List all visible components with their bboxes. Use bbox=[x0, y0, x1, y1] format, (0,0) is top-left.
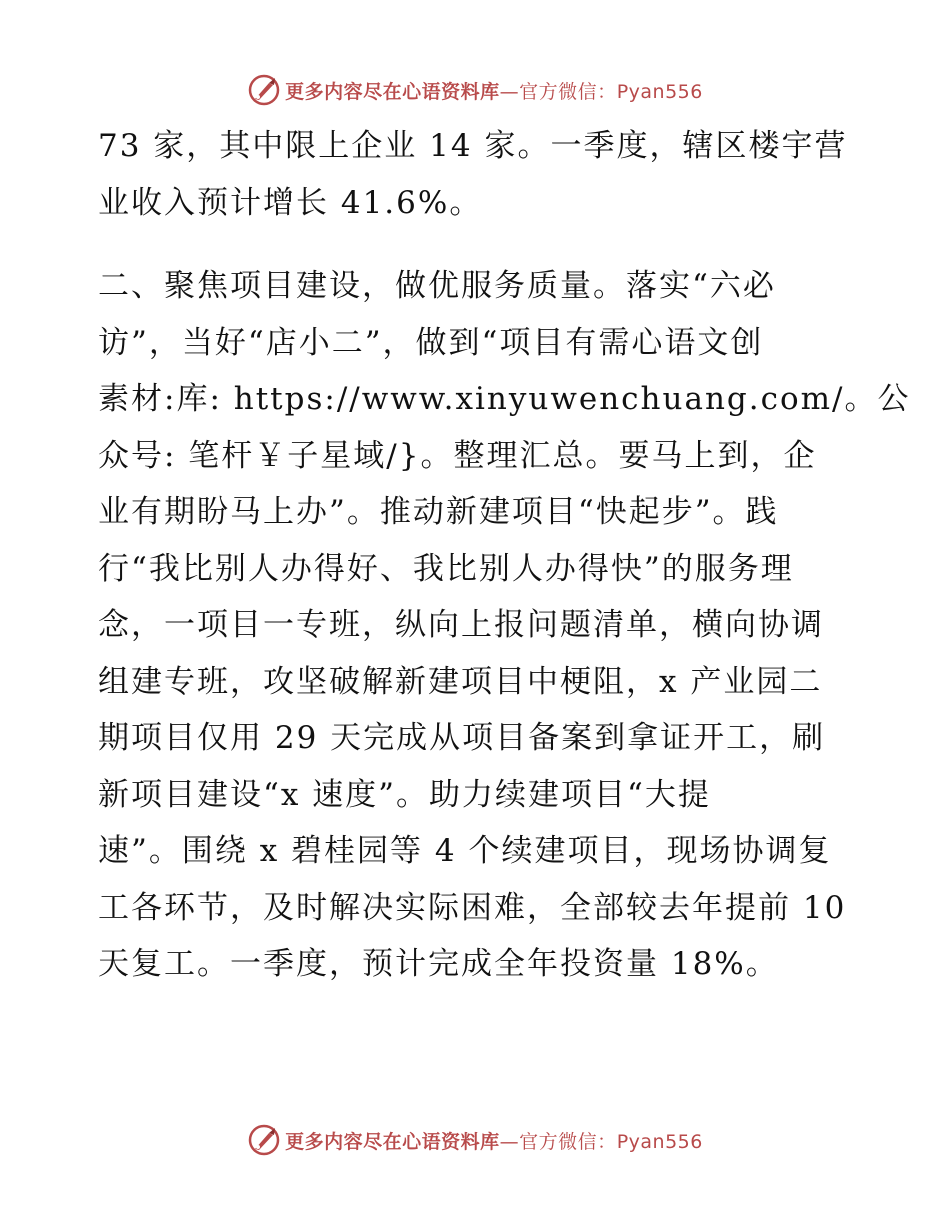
watermark-text: 更多内容尽在心语资料库—官方微信：Pyan556 bbox=[285, 80, 703, 103]
paragraph-1 bbox=[98, 118, 858, 231]
quill-pen-logo-icon bbox=[247, 1123, 281, 1157]
paragraph-2 bbox=[98, 258, 911, 993]
text-line: 访”，当好“店小二”，做到“项目有需心语文创 bbox=[98, 324, 764, 361]
document-body bbox=[98, 118, 911, 993]
text-line: 速”。围绕 x 碧桂园等 4 个续建项目，现场协调复 bbox=[98, 833, 832, 869]
text-line: 业收入预计增长 41.6%。 bbox=[98, 184, 483, 221]
text-line: 天复工。一季度，预计完成全年投资量 18%。 bbox=[98, 946, 779, 982]
text-line: 新项目建设“x 速度”。助力续建项目“大提 bbox=[98, 776, 711, 813]
text-line: 期项目仅用 29 天完成从项目备案到拿证开工，刷 bbox=[98, 720, 826, 756]
footer-watermark-banner bbox=[0, 1120, 950, 1160]
footer-watermark-content bbox=[247, 1123, 703, 1157]
text-line: 组建专班，攻坚破解新建项目中梗阻，x 产业园二 bbox=[98, 663, 823, 700]
text-line: 行“我比别人办得好、我比别人办得快”的服务理 bbox=[98, 550, 794, 587]
header-watermark-banner bbox=[0, 70, 950, 110]
text-line: 73 家，其中限上企业 14 家。一季度，辖区楼宇营 bbox=[98, 128, 848, 164]
text-line: 念，一项目一专班，纵向上报问题清单，横向协调 bbox=[98, 607, 824, 643]
quill-pen-logo-icon bbox=[247, 73, 281, 107]
watermark-text: 更多内容尽在心语资料库—官方微信：Pyan556 bbox=[285, 1130, 703, 1153]
text-line: 工各环节，及时解决实际困难，全部较去年提前 10 bbox=[98, 889, 847, 926]
text-line: 二、聚焦项目建设，做优服务质量。落实“六必 bbox=[98, 268, 776, 304]
text-line: 业有期盼马上办”。推动新建项目“快起步”。践 bbox=[98, 494, 779, 530]
header-watermark-content bbox=[247, 73, 703, 107]
text-line: 众号: 笔杆￥子星域/}。整理汇总。要马上到，企 bbox=[98, 437, 817, 474]
text-line: 素材:库: https://www.xinyuwenchuang.com/。公 bbox=[98, 381, 911, 417]
